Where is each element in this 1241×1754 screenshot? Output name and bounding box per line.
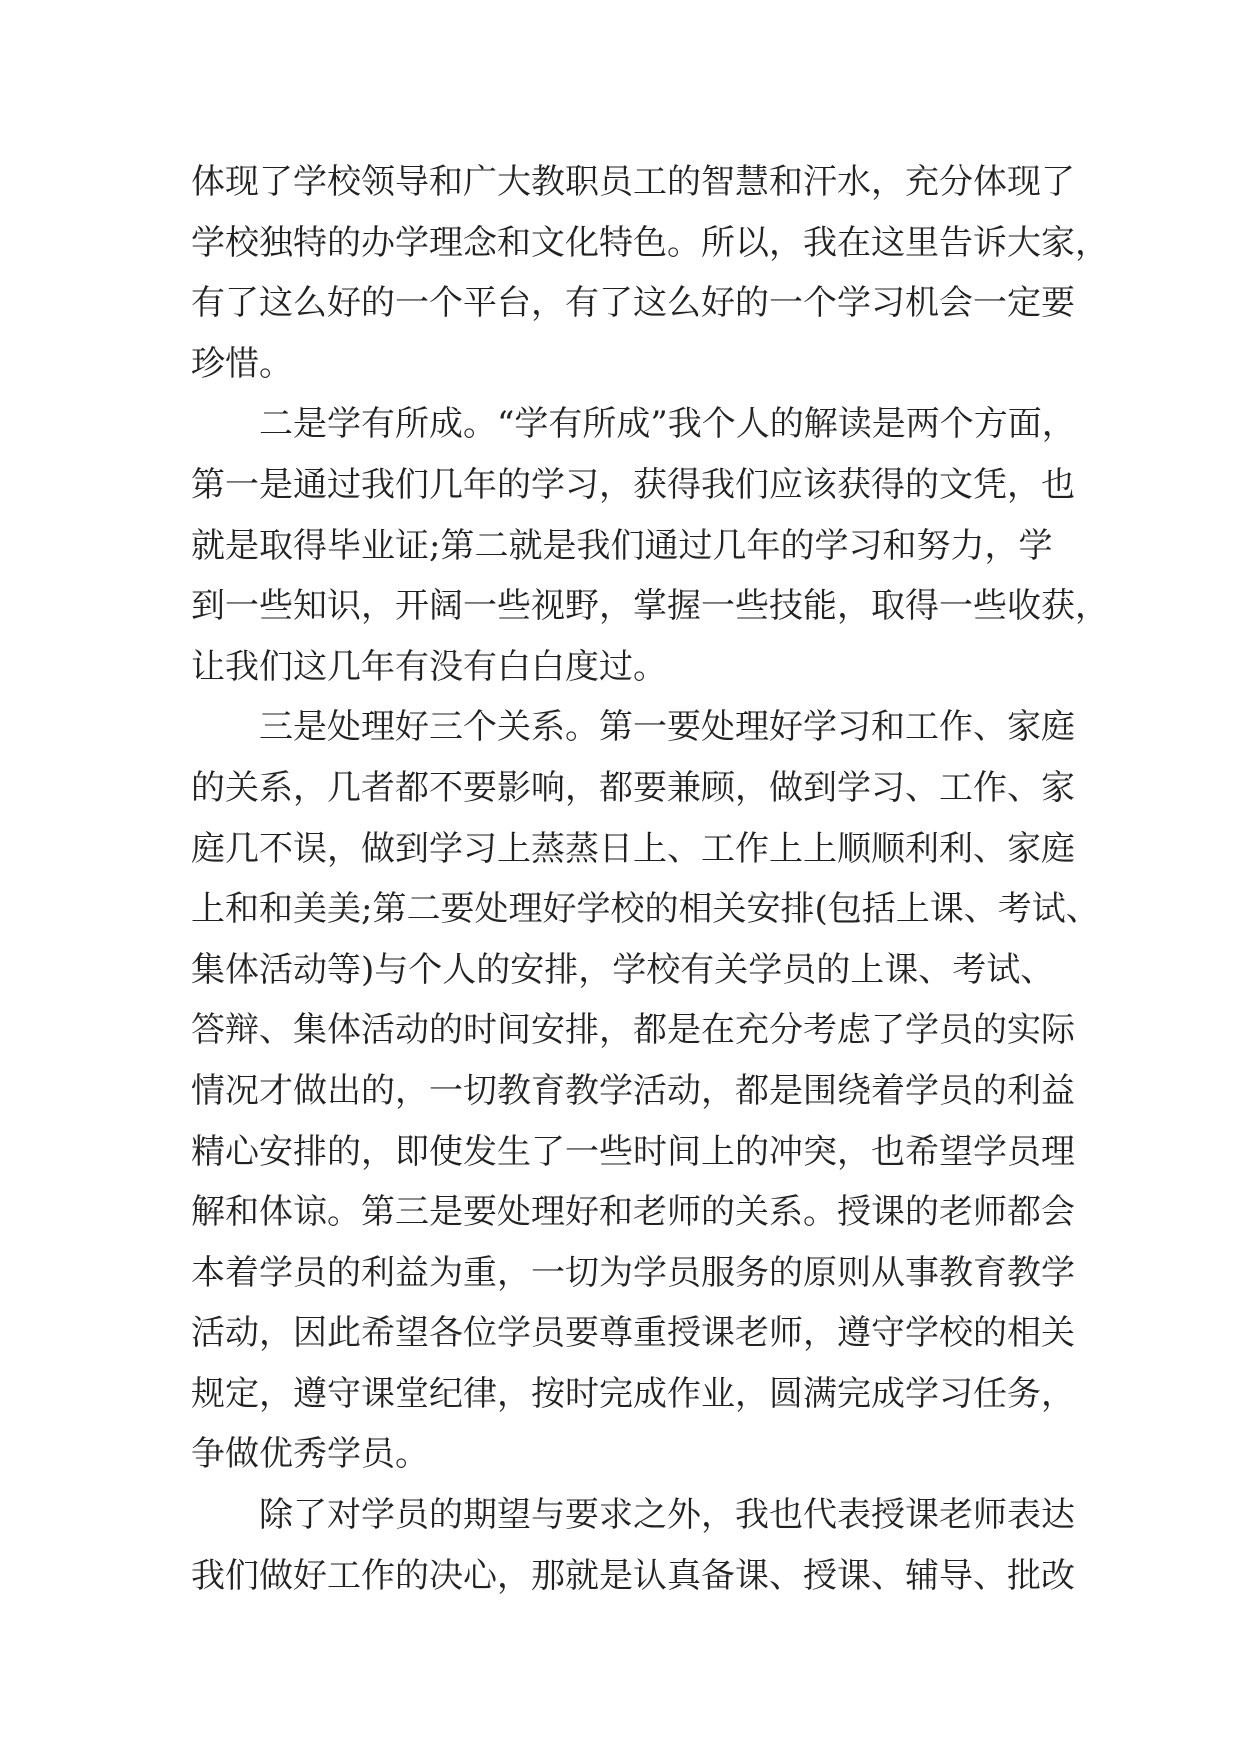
text-line: 让我们这几年有没有白白度过。 [191, 646, 667, 687]
text-line: 上和和美美;第二要处理好学校的相关安排(包括上课、考试、 [191, 889, 1100, 930]
text-line: 二是学有所成。“学有所成”我个人的解读是两个方面， [259, 404, 1076, 445]
text-line: 的关系，几者都不要影响，都要兼顾，做到学习、工作、家 [191, 767, 1075, 808]
text-line: 到一些知识，开阔一些视野，掌握一些技能，取得一些收获， [191, 586, 1109, 627]
text-line: 就是取得毕业证;第二就是我们通过几年的学习和努力，学 [191, 525, 1053, 566]
text-line: 体现了学校领导和广大教职员工的智慧和汗水，充分体现了 [191, 162, 1075, 202]
text-line: 解和体谅。第三是要处理好和老师的关系。授课的老师都会 [191, 1192, 1075, 1233]
text-line: 集体活动等)与个人的安排，学校有关学员的上课、考试、 [191, 949, 1055, 990]
text-line: 我们做好工作的决心，那就是认真备课、授课、辅导、批改 [191, 1555, 1075, 1596]
text-line: 情况才做出的，一切教育教学活动，都是围绕着学员的利益 [191, 1070, 1075, 1111]
text-line: 珍惜。 [191, 343, 293, 384]
paragraph [191, 697, 1100, 1485]
text-line: 争做优秀学员。 [191, 1434, 429, 1475]
text-line: 规定，遵守课堂纪律，按时完成作业，圆满完成学习任务， [191, 1373, 1075, 1414]
text-line: 有了这么好的一个平台，有了这么好的一个学习机会一定要 [191, 283, 1075, 324]
text-line: 活动，因此希望各位学员要尊重授课老师，遵守学校的相关 [191, 1313, 1075, 1354]
text-line: 三是处理好三个关系。第一要处理好学习和工作、家庭 [259, 707, 1075, 748]
text-line: 除了对学员的期望与要求之外，我也代表授课老师表达 [259, 1495, 1075, 1536]
paragraph [191, 1485, 1075, 1606]
paragraph [191, 394, 1109, 697]
text-line: 精心安排的，即使发生了一些时间上的冲突，也希望学员理 [191, 1131, 1075, 1172]
document-body [191, 152, 1109, 1606]
paragraph [191, 152, 1109, 394]
text-line: 本着学员的利益为重，一切为学员服务的原则从事教育教学 [191, 1252, 1075, 1293]
text-line: 学校独特的办学理念和文化特色。所以，我在这里告诉大家， [191, 222, 1109, 263]
text-line: 庭几不误，做到学习上蒸蒸日上、工作上上顺顺利利、家庭 [191, 828, 1075, 869]
text-line: 第一是通过我们几年的学习，获得我们应该获得的文凭，也 [191, 464, 1075, 505]
text-line: 答辩、集体活动的时间安排，都是在充分考虑了学员的实际 [191, 1010, 1075, 1051]
